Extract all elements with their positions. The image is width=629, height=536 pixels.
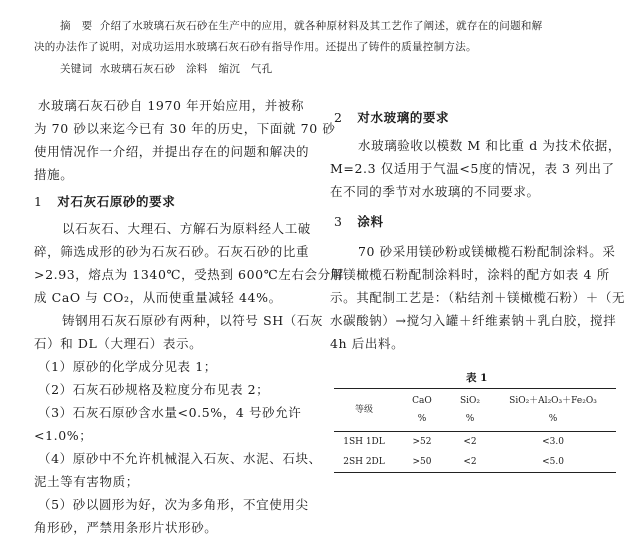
list-item: 角形砂，严禁用条形片状形砂。 xyxy=(34,520,218,535)
section-2-heading xyxy=(334,108,449,126)
cell-cao: >52 xyxy=(412,437,432,447)
section-2-number: 2 xyxy=(334,110,343,125)
list-item: 泥土等有害物质； xyxy=(34,474,139,489)
list-item: （2）石灰石砂规格及粒度分布见表 2； xyxy=(38,382,270,397)
list-item: （5）砂以圆形为好，次为多角形，不宜使用尖 xyxy=(38,497,309,512)
table-row xyxy=(334,432,616,453)
keywords-text: 水玻璃石灰石砂 涂料 缩沉 气孔 xyxy=(99,63,273,75)
cell-sio2: <2 xyxy=(463,437,477,447)
cell-grade: 2SH 2DL xyxy=(334,452,394,473)
section-1-line: 以石灰石、大理石、方解石为原料经人工破 xyxy=(62,221,311,236)
section-3-line: 70 砂采用镁砂粉或镁橄榄石粉配制涂料。采 xyxy=(358,244,616,259)
table-caption: 表 1 xyxy=(466,372,488,384)
section-1-line: 铸钢用石灰石原砂有两种，以符号 SH（石灰 xyxy=(62,313,324,328)
abstract-line-1 xyxy=(60,18,543,33)
section-2-line: M=2.3 仅适用于气温<5度的情况，表 3 列出了 xyxy=(330,161,615,176)
section-2-line: 在不同的季节对水玻璃的不同要求。 xyxy=(330,184,540,199)
cell-oxides: <5.0 xyxy=(490,452,616,473)
section-1-line: 碎，筛选成形的砂为石灰石砂。石灰石砂的比重 xyxy=(34,244,310,259)
section-3-line: 示。其配制工艺是：（粘结剂＋镁橄榄石粉）＋（无 xyxy=(330,290,626,305)
section-1-heading xyxy=(34,192,175,210)
section-1-title: 对石灰石原砂的要求 xyxy=(57,194,176,209)
abstract-text-2: 决的办法作了说明，对成功运用水玻璃石灰石砂有指导作用。还提出了铸件的质量控制方法。 xyxy=(34,41,477,53)
section-3-title: 涂料 xyxy=(357,214,384,229)
section-1-line: 成 CaO 与 CO₂，从而使重量减轻 44%。 xyxy=(34,290,282,305)
cell-cao: >50 xyxy=(394,452,450,473)
header-oxides: SiO₂＋Al₂O₃＋Fe₂O₃ % xyxy=(490,389,616,432)
intro-line: 使用情况作一介绍，并提出存在的问题和解决的 xyxy=(34,144,310,159)
cell-oxides: <3.0 xyxy=(542,437,564,447)
section-2-title: 对水玻璃的要求 xyxy=(357,110,450,125)
section-1-line: 石）和 DL（大理石）表示。 xyxy=(34,336,203,351)
abstract-label: 摘 要 xyxy=(60,20,93,32)
cell-sio2: <2 xyxy=(450,452,490,473)
keywords-label: 关键词 xyxy=(60,63,93,75)
section-1-line: >2.93，熔点为 1340℃，受热到 600℃左右会分解 xyxy=(34,267,344,282)
list-item: （3）石灰石原砂含水量<0.5%，4 号砂允许 xyxy=(38,405,302,420)
table-row xyxy=(334,452,616,473)
section-3-line: 4h 后出料。 xyxy=(330,336,405,351)
abstract-text-1: 介绍了水玻璃石灰石砂在生产中的应用，就各种原材料及其工艺作了阐述，就存在的问题和解 xyxy=(99,20,543,32)
list-item: （1）原砂的化学成分见表 1； xyxy=(38,359,217,374)
table-1 xyxy=(334,388,616,473)
section-3-line: 用镁橄榄石粉配制涂料时，涂料的配方如表 4 所 xyxy=(330,267,610,282)
section-3-number: 3 xyxy=(334,214,343,229)
intro-line: 措施。 xyxy=(34,167,74,182)
keywords-line xyxy=(60,61,273,76)
section-3-heading xyxy=(334,212,384,230)
intro-line: 水玻璃石灰石砂自 1970 年开始应用，并被称 xyxy=(38,98,305,113)
section-3-line: 水碳酸钠）→搅匀入罐＋纤维素钠＋乳白胶，搅拌 xyxy=(330,313,617,328)
list-item: （4）原砂中不允许机械混入石灰、水泥、石块、 xyxy=(38,451,322,466)
table-header-row xyxy=(334,389,616,432)
intro-line: 为 70 砂以来迄今已有 30 年的历史，下面就 70 砂 xyxy=(34,121,336,136)
section-1-number: 1 xyxy=(34,194,43,209)
section-2-line: 水玻璃验收以模数 M 和比重 d 为技术依据， xyxy=(358,138,621,153)
header-grade: 等级 xyxy=(334,389,394,432)
header-cao: CaO % xyxy=(394,389,450,432)
cell-grade: 1SH 1DL xyxy=(343,437,385,447)
list-item: <1.0%； xyxy=(34,428,93,443)
header-sio2: SiO₂ % xyxy=(450,389,490,432)
